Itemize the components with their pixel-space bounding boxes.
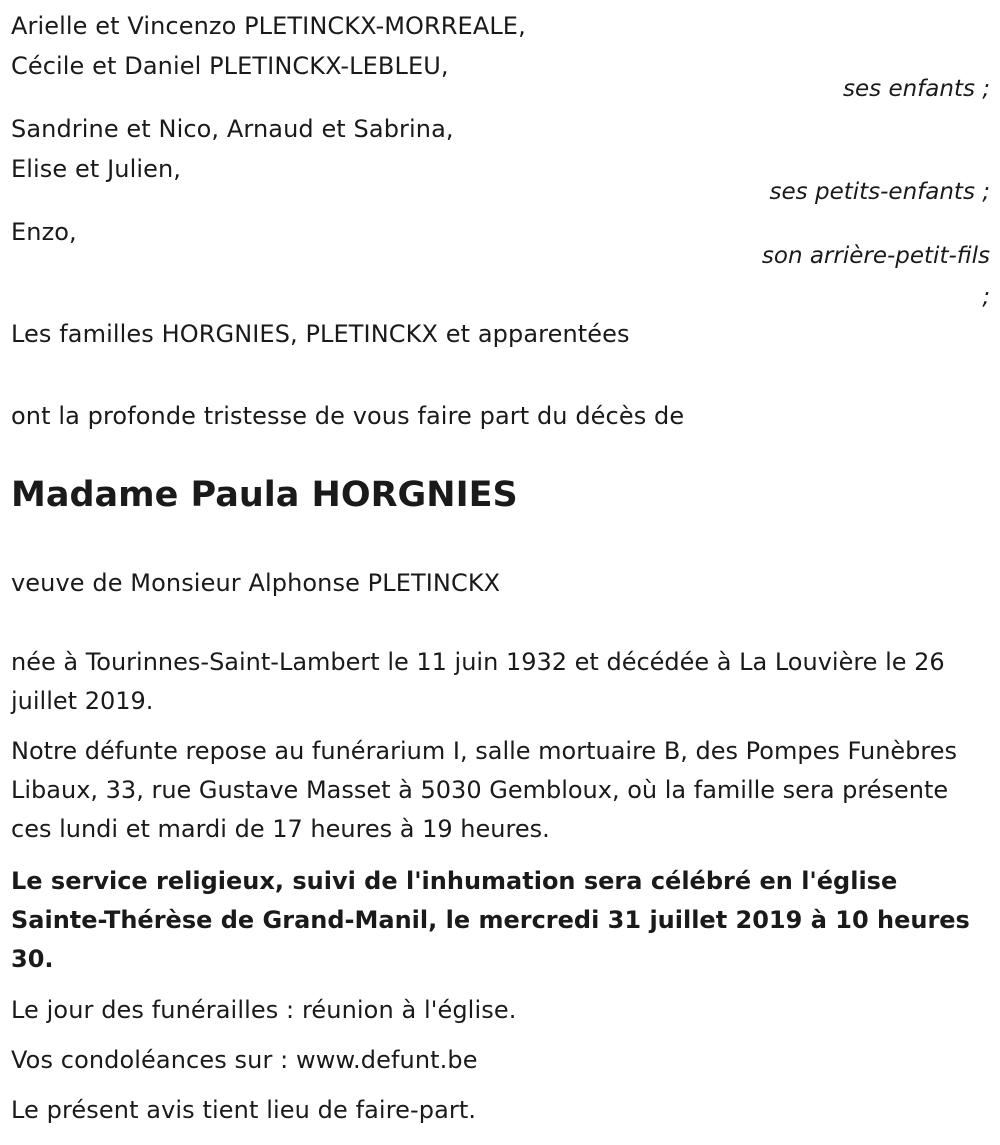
grandchildren-line-1: Sandrine et Nico, Arnaud et Sabrina,	[11, 115, 454, 143]
widow-of-line: veuve de Monsieur Alphonse PLETINCKX	[11, 569, 501, 597]
birth-death-paragraph: née à Tourinnes-Saint-Lambert le 11 juin 1932 et décédée à La Louvière le 26 juillet 2019.	[11, 648, 945, 715]
funerarium-paragraph: Notre défunte repose au funérarium I, salle mortuaire B, des Pompes Funèbres Libaux, 33, rue Gustave Masset à 5030 Gembloux, où la famille sera présente ces lundi et mardi de 17 heures à 19 heures.	[11, 737, 958, 843]
funeral-day-meeting: Le jour des funérailles : réunion à l'église.	[11, 996, 517, 1024]
religious-service-paragraph: Le service religieux, suivi de l'inhumation sera célébré en l'église Sainte-Thérèse de Grand-Manil, le mercredi 31 juillet 2019 à 10 heures 30.	[11, 867, 970, 973]
grandchildren-role: ses petits-enfants ;	[769, 179, 990, 205]
children-line-1: Arielle et Vincenzo PLETINCKX-MORREALE,	[11, 12, 526, 40]
children-role: ses enfants ;	[843, 76, 990, 102]
announcement-intro: ont la profonde tristesse de vous faire part du décès de	[11, 402, 685, 430]
deceased-name: Madame Paula HORGNIES	[11, 475, 518, 515]
condolences-line: Vos condoléances sur : www.defunt.be	[11, 1046, 478, 1074]
grandchildren-line-2: Elise et Julien,	[11, 155, 182, 183]
notice-line: Le présent avis tient lieu de faire-part.	[11, 1096, 477, 1124]
children-line-2: Cécile et Daniel PLETINCKX-LEBLEU,	[11, 52, 449, 80]
families-line: Les familles HORGNIES, PLETINCKX et apparentées	[11, 320, 630, 348]
great-grandchild-role-punctuation: ;	[982, 284, 990, 310]
great-grandchild-line: Enzo,	[11, 218, 77, 246]
great-grandchild-role: son arrière-petit-fils	[761, 243, 990, 269]
